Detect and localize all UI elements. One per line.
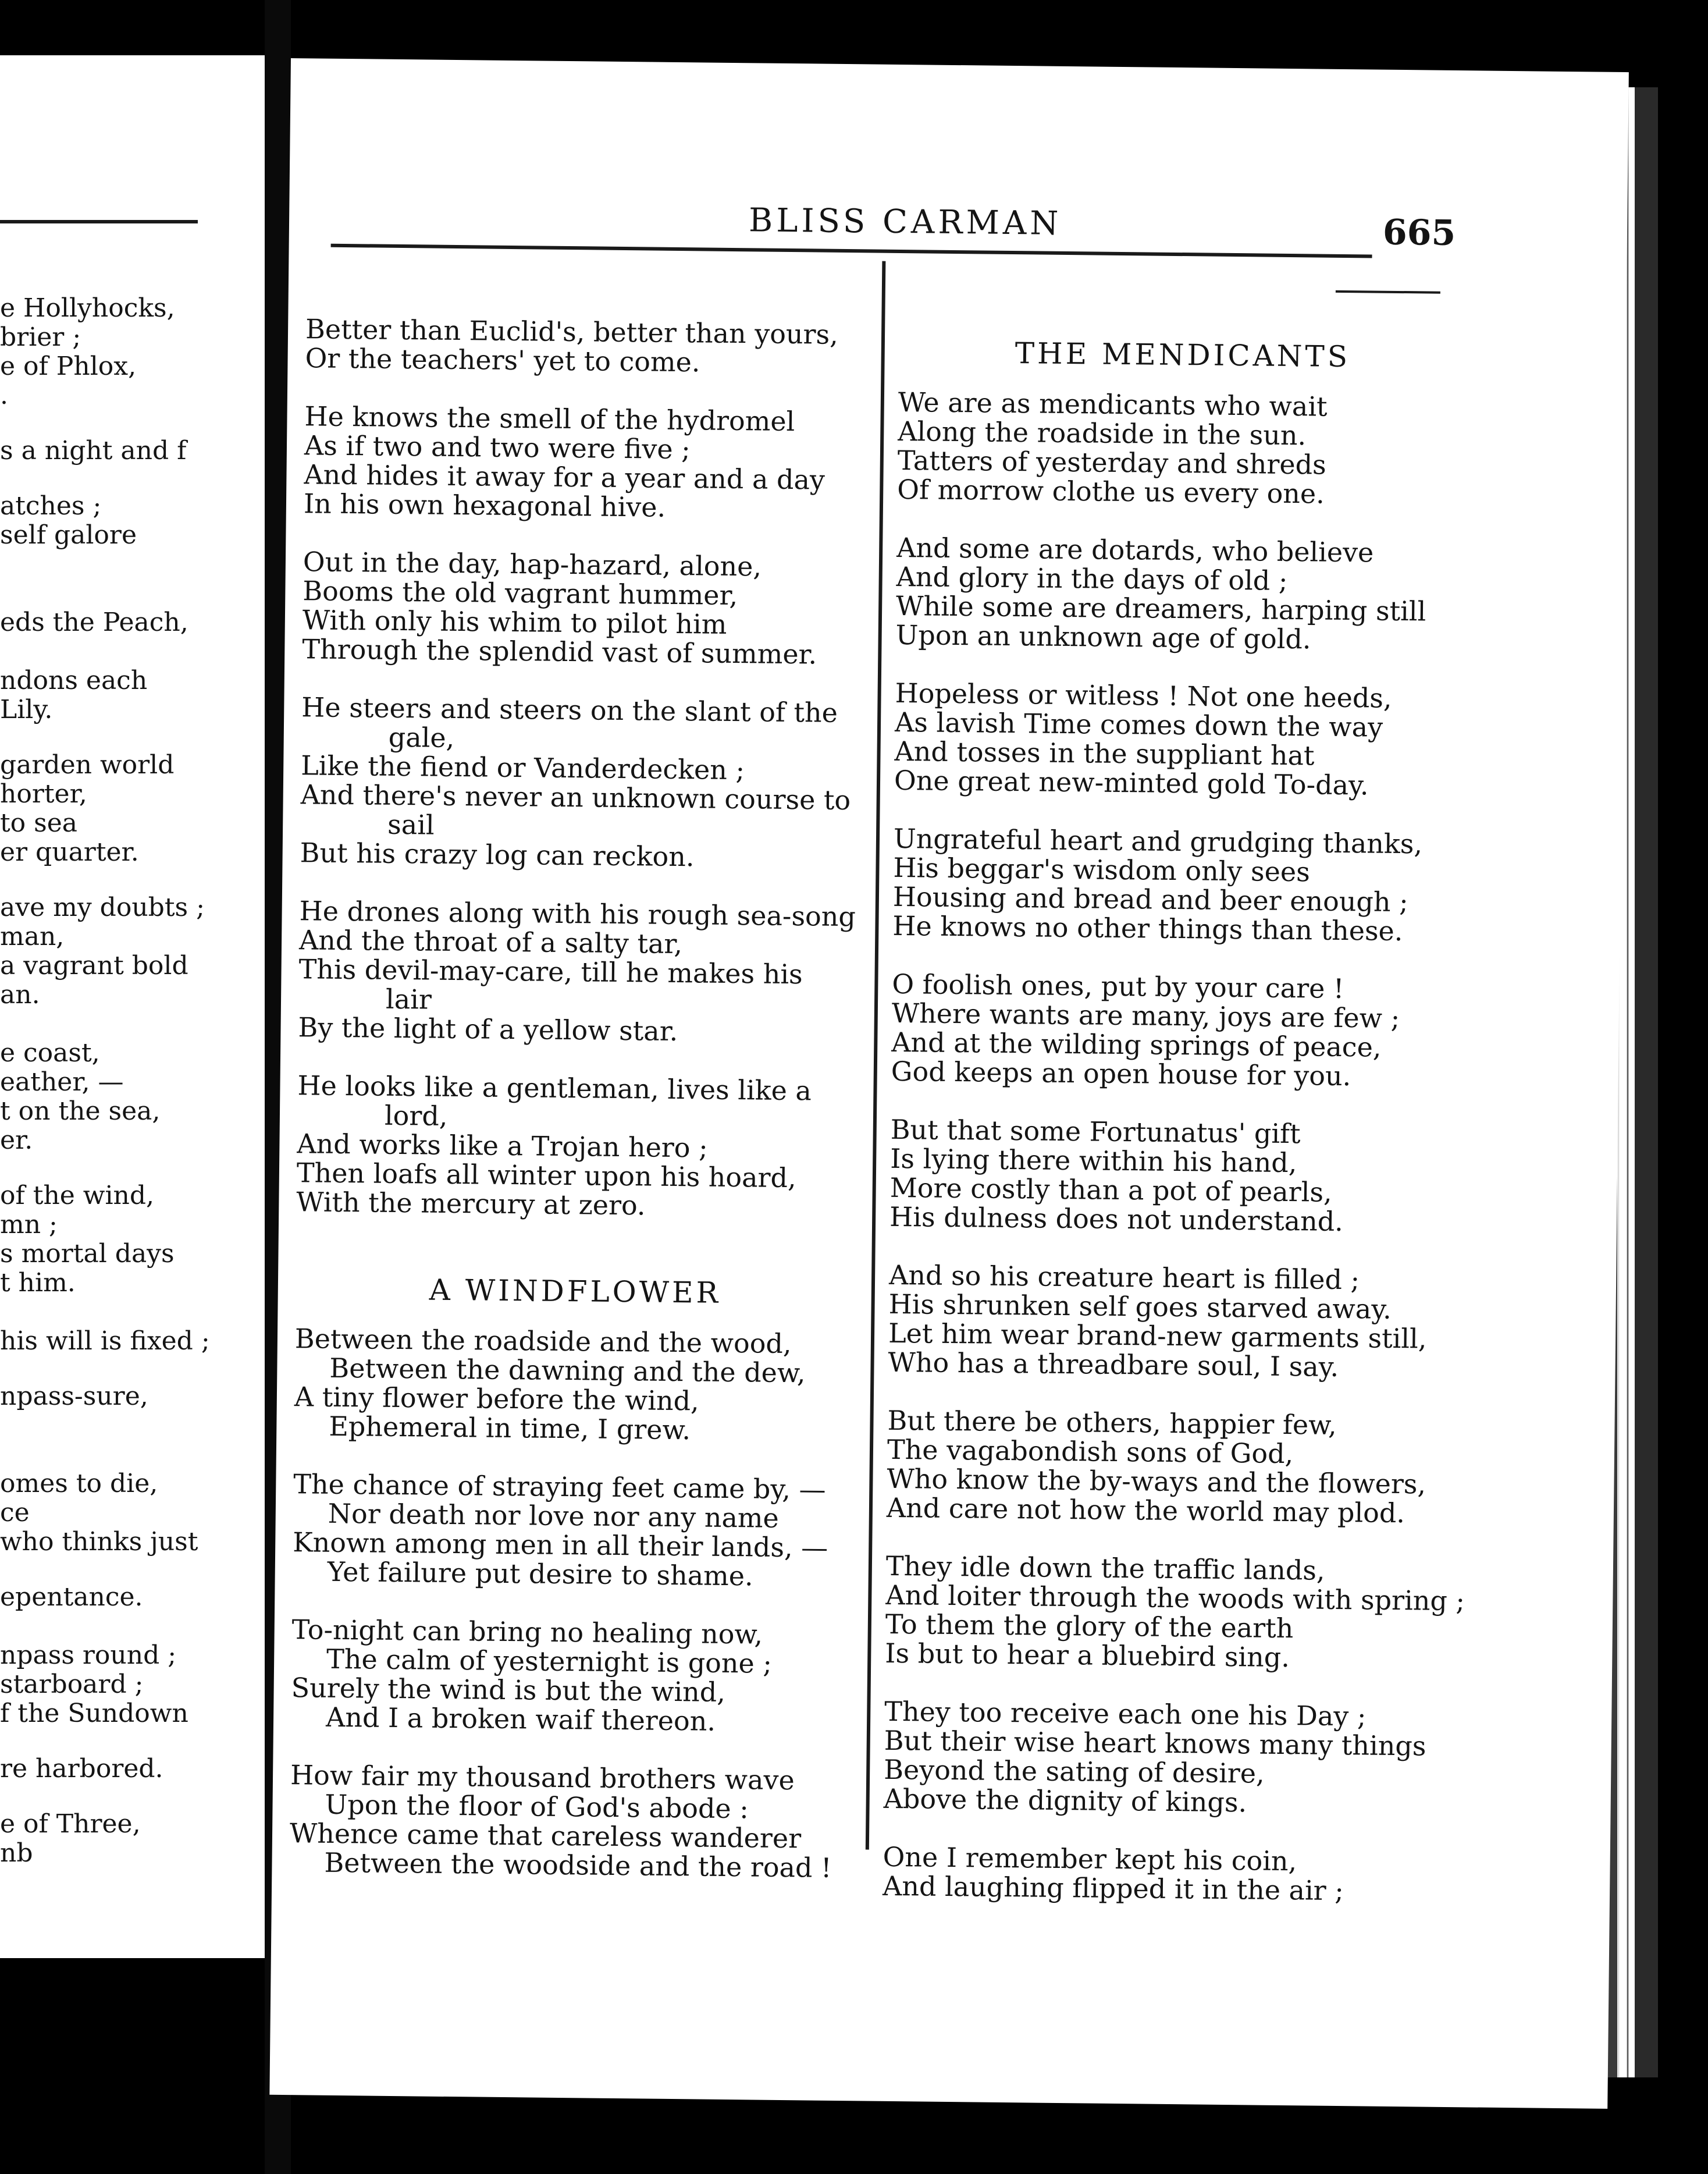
poem-line: sail [387,808,435,841]
poem-line: gale, [388,721,455,754]
left-page-line: ce [0,1498,30,1528]
poem-line: To-night can bring no healing now, [291,1614,763,1650]
main-page [269,58,1629,2109]
poem-line: Is lying there within his hand, [889,1142,1297,1179]
left-page-line: e of Phlox, [0,351,137,381]
poem-line: His shrunken self goes starved away. [888,1288,1392,1325]
left-page-line: t on the sea, [0,1096,161,1126]
left-page-line: f the Sundown [0,1699,188,1728]
poem-line: More costly than a pot of pearls, [889,1171,1332,1208]
left-page-line: starboard ; [0,1669,144,1699]
poem-line: Of morrow clothe us every one. [897,473,1325,510]
column-left [287,58,878,2042]
left-page-line: . [0,381,8,410]
left-page-line: his will is fixed ; [0,1326,210,1356]
poem-line: Then loafs all winter upon his hoard, [296,1157,796,1194]
poem-line: He knows the smell of the hydromel [304,400,795,438]
poem-line: One great new-minted gold To-day. [894,764,1369,801]
poem-line: Ungrateful heart and grudging thanks, [893,822,1423,860]
poem-line: And some are dotards, who believe [896,531,1374,569]
poem-line: Between the woodside and the road ! [324,1846,832,1884]
left-page-line: s a night and f [0,436,187,466]
poem-line: While some are dreamers, harping still [895,589,1426,627]
poem-line: With only his whim to pilot him [302,604,727,640]
left-page-line: who thinks just [0,1527,198,1557]
poem-line: He steers and steers on the slant of the [301,691,838,729]
poem-line: Housing and bread and beer enough ; [892,880,1408,918]
poem-line: Let him wear brand-new garments still, [888,1317,1427,1355]
poem-line: Better than Euclid's, better than yours, [305,313,839,350]
left-page-line: npass-sure, [0,1381,148,1411]
left-page-line: er. [0,1125,33,1155]
poem-line: Between the dawning and the dew, [329,1352,806,1389]
poem-line: Upon an unknown age of gold. [895,619,1311,655]
poem-line: Who know the by-ways and the flowers, [887,1462,1426,1500]
poem-line: We are as mendicants who wait [898,386,1328,422]
poem-line: As if two and two were five ; [304,429,691,466]
left-page-line: a vagrant bold [0,951,188,981]
poem-line: And so his creature heart is filled ; [888,1259,1360,1296]
left-page-line: s mortal days [0,1239,175,1269]
poem-line: One I remember kept his coin, [883,1841,1297,1877]
poem-line: He knows no other things than these. [892,910,1403,947]
left-facing-page [0,55,265,1958]
poem-line: And laughing flipped it in the air ; [882,1870,1344,1907]
poem-line: But his crazy log can reckon. [300,837,695,873]
left-page-line: an. [0,980,40,1010]
poem-line: The calm of yesternight is gone ; [326,1643,773,1679]
poem-line: To them the glory of the earth [885,1608,1294,1644]
left-page-line: ave my doubts ; [0,893,205,922]
poem-line: As lavish Time comes down the way [894,706,1383,743]
poem-title-mendicants: THE MENDICANTS [1015,336,1351,374]
poem-line: lord, [384,1099,448,1132]
poem-line: And works like a Trojan hero ; [297,1128,708,1164]
poem-line: Tatters of yesterday and shreds [897,444,1326,481]
left-page-line: man, [0,922,65,951]
poem-line: Between the roadside and the wood, [294,1323,792,1360]
poem-line: Above the dignity of kings. [883,1782,1247,1818]
left-page-line: er quarter. [0,837,139,867]
poem-line: They too receive each one his Day ; [884,1695,1367,1732]
left-page-line: t him. [0,1268,76,1298]
left-page-line: of the wind, [0,1181,155,1210]
poem-line: With the mercury at zero. [296,1186,646,1221]
left-page-line: garden world [0,750,175,780]
poem-line: Booms the old vagrant hummer, [303,575,738,612]
left-page-line: horter, [0,779,87,809]
poem-line: He drones along with his rough sea-song [299,895,856,933]
poem-line: But their wise heart knows many things [884,1724,1426,1762]
left-page-line: ndons each [0,666,148,695]
poem-line: And I a broken waif thereon. [325,1701,716,1737]
poem-line: A tiny flower before the wind, [294,1381,699,1417]
poem-line: The chance of straying feet came by, — [293,1468,826,1505]
poem-line: Where wants are many, joys are few ; [891,997,1400,1035]
left-page-line: e of Three, [0,1809,141,1839]
poem-line: Nor death nor love nor any name [328,1497,780,1534]
column-right [881,65,1600,2050]
poem-line: Ephemeral in time, I grew. [329,1410,691,1446]
left-page-line: Lily. [0,695,53,724]
poem-line: Through the splendid vast of summer. [302,633,817,670]
page-edge-shadow-outer [1635,87,1658,2077]
poem-line: And glory in the days of old ; [896,560,1288,596]
poem-line: Surely the wind is but the wind, [291,1672,726,1708]
left-page-line: epentance. [0,1582,143,1612]
poem-line: lair [385,983,432,1015]
poem-line: In his own hexagonal hive. [303,488,666,523]
left-page-line: brier ; [0,322,81,352]
poem-line: And loiter through the woods with spring ; [885,1579,1465,1617]
poem-line: Whence came that careless wanderer [289,1817,802,1855]
poem-line: By the light of a yellow star. [298,1011,678,1047]
poem-line: Beyond the sating of desire, [883,1753,1265,1789]
left-page-line: self galore [0,520,137,550]
poem-line: O foolish ones, put by your care ! [892,968,1344,1005]
poem-line: And care not how the world may plod. [886,1491,1405,1529]
poem-line: And there's never an unknown course to [300,779,851,816]
poem-line: Out in the day, hap-hazard, alone, [303,546,762,582]
poem-line: Along the roadside in the sun. [898,415,1307,452]
poem-line: Or the teachers' yet to come. [305,342,700,378]
left-page-line: to sea [0,808,78,838]
left-page-line: re harbored. [0,1754,163,1784]
poem-line: Known among men in all their lands, — [293,1526,828,1564]
poem-line: Is but to hear a bluebird sing. [885,1637,1290,1674]
poem-line: His beggar's wisdom only sees [893,851,1311,888]
left-page-line: mn ; [0,1210,58,1239]
left-page-line: eds the Peach, [0,608,188,637]
page-number: 665 [1382,212,1456,254]
left-page-header-rule [0,220,198,223]
left-page-line: eather, — [0,1067,124,1097]
poem-line: Like the fiend or Vanderdecken ; [300,749,745,786]
poem-line: And the throat of a salty tar, [298,924,683,960]
poem-line: And tosses in the suppliant hat [894,735,1315,772]
poem-line: This devil-may-care, till he makes his [298,953,803,990]
poem-line: His dulness does not understand. [889,1200,1344,1238]
poem-line: Yet failure put desire to shame. [327,1555,753,1592]
left-page-line: nb [0,1838,33,1868]
poem-line: Upon the floor of God's abode : [325,1788,749,1825]
poem-line: But there be others, happier few, [887,1404,1337,1441]
poem-line: God keeps an open house for you. [891,1055,1351,1092]
poem-line: And hides it away for a year and a day [304,459,825,496]
poem-line: They idle down the traffic lands, [885,1550,1325,1586]
left-page-line: omes to die, [0,1469,158,1498]
poem-line: He looks like a gentleman, lives like a [297,1070,812,1107]
left-page-line: atches ; [0,491,102,521]
left-page-line: npass round ; [0,1640,177,1670]
poem-title-windflower: A WINDFLOWER [429,1273,721,1310]
running-head: BLISS CARMAN [748,201,1062,243]
poem-line: Who has a threadbare soul, I say. [888,1346,1339,1383]
poem-line: Hopeless or witless ! Not one heeds, [895,677,1392,714]
poem-line: And at the wilding springs of peace, [891,1026,1382,1063]
poem-line: How fair my thousand brothers wave [290,1759,795,1796]
poem-line: But that some Fortunatus' gift [890,1113,1301,1150]
poem-line: The vagabondish sons of God, [887,1433,1294,1470]
left-page-line: e coast, [0,1038,100,1068]
left-page-line: e Hollyhocks, [0,293,175,323]
